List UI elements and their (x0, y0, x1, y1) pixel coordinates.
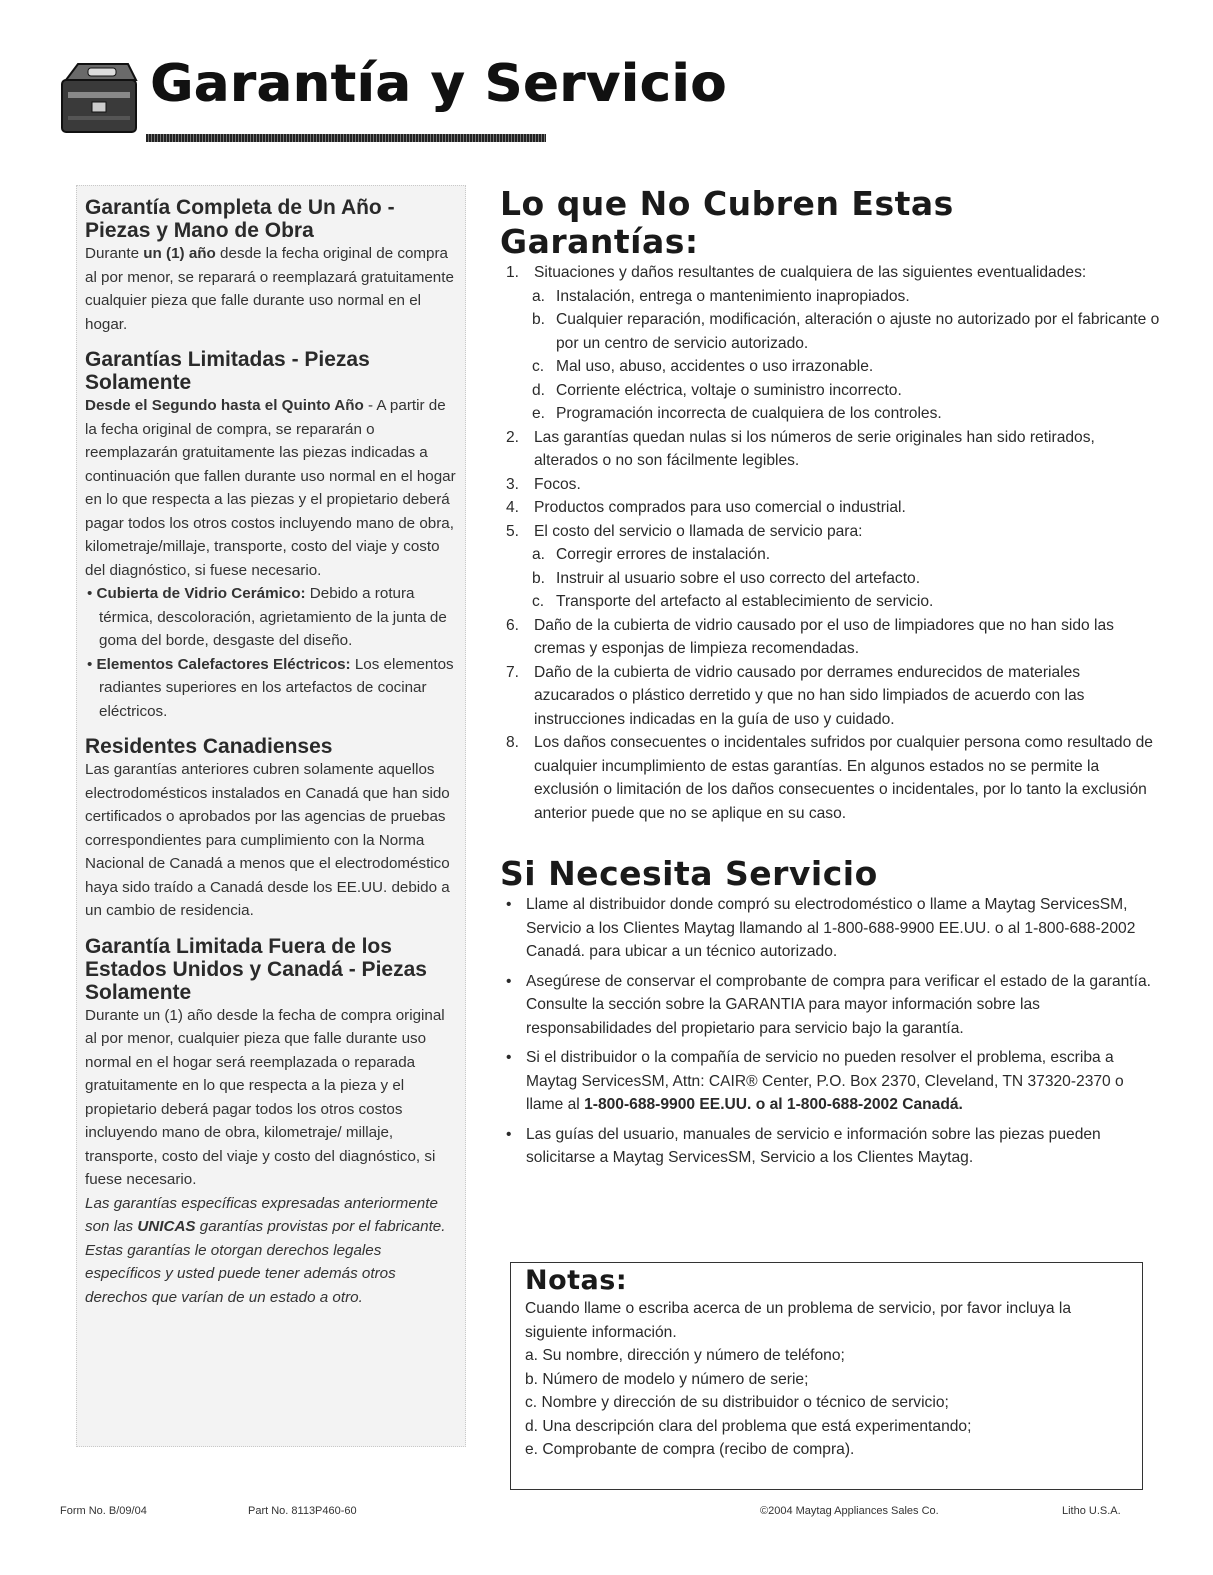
body-text: desde la fecha original de compra al por menor, se reparará o reemplazará gratuitamente cualquier pieza que falle durante uso normal en el hogar. (85, 245, 454, 333)
item-text: Corregir errores de instalación. (556, 546, 771, 563)
not-covered-heading: Lo que No Cubren Estas Garantías: (500, 184, 954, 261)
list-item (500, 379, 1160, 403)
list-item (500, 496, 1160, 520)
item-number: a. (532, 287, 546, 305)
notes-intro: Cuando llame o escriba acerca de un problema de servicio, por favor incluya la siguiente información. (525, 1300, 1072, 1341)
page-footer (0, 1505, 1213, 1525)
form-number: Form No. B/09/04 (60, 1505, 147, 1517)
section-heading: Garantía Completa de Un Año - Piezas y Mano de Obra (85, 196, 395, 242)
phone-numbers: 1-800-688-9900 EE.UU. o al 1-800-688-2002 Canadá. (584, 1096, 963, 1113)
main-content (500, 185, 1160, 1176)
bullet-text: Los elementos radiantes superiores en los artefactos de cocinar eléctricos. (99, 655, 454, 720)
item-number: 7. (506, 663, 520, 681)
copyright: ©2004 Maytag Appliances Sales Co. (760, 1505, 939, 1517)
item-text: Mal uso, abuso, accidentes o uso irrazonable. (556, 358, 874, 375)
item-number: 6. (506, 616, 520, 634)
section-heading: Residentes Canadienses (85, 735, 333, 758)
item-text: Daño de la cubierta de vidrio causado por el uso de limpiadores que no han sido las cremas y esponjas de limpieza recomendadas. (534, 616, 1114, 657)
service-heading: Si Necesita Servicio (500, 854, 878, 893)
item-number: c. (532, 358, 545, 375)
item-number: 3. (506, 475, 520, 493)
body-text: Durante (85, 245, 144, 262)
litho: Litho U.S.A. (1062, 1505, 1121, 1517)
list-item (500, 567, 1160, 591)
notes-item: c. Nombre y dirección de su distribuidor o técnico de servicio; (525, 1394, 949, 1411)
list-item (500, 520, 1160, 544)
item-number: 1. (506, 264, 520, 281)
italic-bold: UNICAS (137, 1218, 196, 1235)
item-number: a. (532, 546, 546, 563)
list-item (500, 355, 1160, 379)
bullet-text: Debido a rotura térmica, descoloración, agrietamiento de la junta de goma del borde, desgaste del diseño. (99, 585, 447, 649)
notes-item: d. Una descripción clara del problema que está experimentando; (525, 1417, 972, 1435)
warranty-sidebar (76, 185, 466, 1447)
bullet-bold: Elementos Calefactores Eléctricos: (96, 655, 351, 673)
notes-item: e. Comprobante de compra (recibo de compra). (525, 1441, 855, 1458)
full-warranty-section (85, 196, 457, 336)
list-item (500, 543, 1160, 567)
item-number: 4. (506, 499, 520, 516)
italic-text: Las garantías específicas expresadas anteriormente son las (85, 1194, 438, 1235)
italic-text: garantías provistas por el fabricante. Estas garantías le otorgan derechos legales específicos y usted puede tener además otros derechos que varían de un estado a otro. (85, 1218, 446, 1306)
item-text: Corriente eléctrica, voltaje o suministro incorrecto. (556, 381, 902, 399)
item-text: El costo del servicio o llamada de servicio para: (534, 522, 863, 540)
list-item (500, 402, 1160, 426)
list-item: • Asegúrese de conservar el comprobante de compra para verificar el estado de la garantía. Consulte la sección sobre la GARANTIA para mayor información sobre las responsabilidades del propietario para servicio bajo la garantía. (506, 972, 1151, 1037)
item-text: Daño de la cubierta de vidrio causado por derrames endurecidos de materiales azucarados o plástico derretido y que no han sido limpiados de acuerdo con las instrucciones indicadas en la guía de uso y cuidado. (534, 663, 1085, 728)
item-number: 2. (506, 428, 520, 446)
title-underline (146, 134, 546, 142)
list-item: • Las guías del usuario, manuales de servicio e información sobre las piezas pueden solicitarse a Maytag ServicesSM, Servicio a los Clientes Maytag. (506, 1125, 1101, 1166)
section-body (85, 394, 457, 582)
item-text: Si el distribuidor o la compañía de servicio no pueden resolver el problema, escriba a Maytag ServicesSM, Attn: CAIR® Center, P.O. Box 2370, Cleveland, TN 37320-2370 o llame al (526, 1049, 1124, 1113)
notes-item: b. Número de modelo y número de serie; (525, 1370, 809, 1388)
item-text: Transporte del artefacto al establecimiento de servicio. (556, 593, 934, 610)
item-text: Productos comprados para uso comercial o industrial. (534, 499, 906, 516)
item-text: Los daños consecuentes o incidentales sufridos por cualquier persona como resultado de cualquier incumplimiento de estas garantías. En algunos estados no se permite la exclusión o limitación de los daños consecuentes o incidentales, por lo tanto la exclusión anterior puede que no se aplique en su caso. (534, 734, 1153, 822)
notes-item: a. Su nombre, dirección y número de teléfono; (525, 1347, 845, 1364)
page-header (58, 52, 727, 148)
item-number: 8. (506, 734, 520, 751)
section-body: Las garantías anteriores cubren solamente aquellos electrodomésticos instalados en Canadá que han sido certificados o aprobados por las agencias de pruebas correspondientes para cumplimiento con la Norma Nacional de Canadá a menos que el electrodoméstico haya sido traído a Canadá desde los EE.UU. debido a un cambio de residencia. (85, 761, 450, 919)
item-text: Cualquier reparación, modificación, alteración o ajuste no autorizado por el fabricante o por un centro de servicio autorizado. (556, 311, 1160, 352)
part-number: Part No. 8113P460-60 (248, 1505, 357, 1517)
item-number: b. (532, 311, 546, 328)
bullet-bold: Cubierta de Vidrio Cerámico: (96, 585, 306, 602)
item-text: Las garantías quedan nulas si los números de serie originales han sido retirados, alterados o no son fácilmente legibles. (534, 428, 1095, 469)
section-heading: Garantía Limitada Fuera de los Estados Unidos y Canadá - Piezas Solamente (85, 934, 427, 1004)
bullet-item: • Elementos Calefactores Eléctricos: Los elementos radiantes superiores en los artefactos de cocinar eléctricos. (87, 655, 454, 720)
item-number: 5. (506, 522, 520, 540)
section-body: Durante un (1) año desde la fecha de compra original al por menor, cualquier pieza que falle durante uso normal en el hogar será reemplazada o reparada gratuitamente en lo que respecta a la pieza y el propietario deberá pagar todos los otros costos incluyendo mano de obra, kilometraje/ millaje, transporte, costo del viaje y costo del diagnóstico, si fuese necesario. (85, 1006, 445, 1188)
list-item (500, 261, 1160, 285)
toolbox-icon (58, 58, 142, 138)
body-bold: un (1) año (143, 245, 216, 262)
page-title: Garantía y Servicio (150, 54, 727, 114)
list-item (500, 473, 1160, 497)
service-list (500, 893, 1160, 1170)
list-item (500, 590, 1160, 614)
item-text: Las guías del usuario, manuales de servicio e información sobre las piezas pueden solicitarse a Maytag ServicesSM, Servicio a los Clientes Maytag. (526, 1125, 1101, 1166)
item-text: Programación incorrecta de cualquiera de los controles. (556, 405, 942, 422)
list-item (500, 614, 1160, 661)
item-text: Instruir al usuario sobre el uso correcto del artefacto. (556, 569, 921, 587)
outside-us-warranty-section (85, 935, 457, 1310)
list-item (500, 308, 1160, 355)
item-number: c. (532, 593, 545, 610)
canadian-residents-section (85, 735, 457, 923)
section-heading: Garantías Limitadas - Piezas Solamente (85, 348, 370, 394)
notes-heading: Notas: (525, 1265, 628, 1296)
list-item (500, 731, 1160, 825)
section-body (85, 242, 457, 336)
bullet-item: • Cubierta de Vidrio Cerámico: Debido a rotura térmica, descoloración, agrietamiento de la junta de goma del borde, desgaste del diseño. (87, 585, 447, 649)
notes-box (510, 1262, 1143, 1490)
list-item (500, 285, 1160, 309)
list-item (500, 661, 1160, 732)
list-item: • Llame al distribuidor donde compró su electrodoméstico o llame a Maytag ServicesSM, Servicio a los Clientes Maytag llamando al 1-800-688-9900 EE.UU. o al 1-800-688-2002 Canadá. para ubicar a un técnico autorizado. (506, 896, 1136, 960)
body-bold: Desde el Segundo hasta el Quinto Año (85, 397, 364, 414)
body-text: - A partir de la fecha original de compra, se repararán o reemplazarán gratuitamente las piezas indicadas a continuación que fallen durante uso normal en el hogar en lo que respecta a las piezas y el propietario deberá pagar todos los otros costos incluyendo mano de obra, kilometraje/millaje, transporte, costo del viaje y costo del diagnóstico, si fuese necesario. (85, 397, 456, 579)
item-number: d. (532, 381, 546, 399)
item-number: e. (532, 405, 546, 422)
warranty-disclaimer (85, 1192, 457, 1310)
list-item: • Si el distribuidor o la compañía de servicio no pueden resolver el problema, escriba a Maytag ServicesSM, Attn: CAIR® Center, P.O. Box 2370, Cleveland, TN 37320-2370 o llame al 1-800-688-9900 EE.UU. o al 1-800-688-2002 Canadá. (506, 1049, 1124, 1113)
item-text: Llame al distribuidor donde compró su electrodoméstico o llame a Maytag ServicesSM, Servicio a los Clientes Maytag llamando al 1-800-688-9900 EE.UU. o al 1-800-688-2002 Canadá. para ubicar a un técnico autorizado. (526, 896, 1136, 960)
limited-warranty-section (85, 348, 457, 723)
item-text: Asegúrese de conservar el comprobante de compra para verificar el estado de la garantía. Consulte la sección sobre la GARANTIA para mayor información sobre las responsabilidades del propietario para servicio bajo la garantía. (526, 972, 1151, 1037)
item-text: Focos. (534, 475, 581, 493)
item-text: Situaciones y daños resultantes de cualquiera de las siguientes eventualidades: (534, 264, 1087, 281)
item-text: Instalación, entrega o mantenimiento inapropiados. (556, 287, 910, 305)
item-number: b. (532, 569, 546, 587)
list-item (500, 426, 1160, 473)
not-covered-list (500, 261, 1160, 825)
